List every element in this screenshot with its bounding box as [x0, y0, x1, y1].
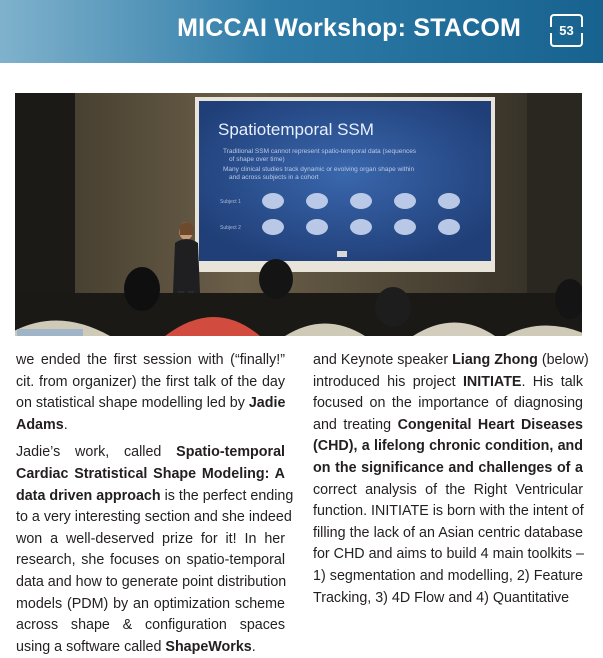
text-line: and Keynote speaker Liang Zhong (below): [313, 352, 589, 368]
page-number-badge: 53: [550, 14, 583, 47]
text-line: data and how to generate point distribution: [16, 573, 287, 590]
slide-row-label-1: Subject 1: [220, 199, 241, 205]
text-line: models (PDM) by an optimization scheme: [16, 595, 285, 612]
text-line: introduced his project INITIATE. His talk: [313, 373, 583, 390]
header-title: MICCAI Workshop: STACOM: [177, 14, 521, 42]
text-line: 1) segmentation and modelling, 2) Feature: [313, 567, 583, 584]
paragraph: [16, 350, 285, 436]
slide-logo: [337, 251, 347, 257]
slide-bullet-2: Many clinical studies track dynamic or evolving organ shape within: [223, 166, 415, 173]
text-line: Tracking, 3) 4D Flow and 4) Quantitative: [313, 589, 570, 606]
text-line: we ended the first session with (“finally!”: [16, 352, 285, 368]
text-line: on statistical shape modelling led by Jadie: [16, 395, 286, 412]
slide-title: Spatiotemporal SSM: [218, 120, 374, 139]
conference-photo-illustration: [15, 93, 582, 336]
text-line: and treating Congenital Heart Diseases: [313, 416, 583, 433]
text-line: on the significance and challenges of a: [313, 459, 583, 476]
text-line: Cardiac Stratistical Shape Modeling: A: [16, 465, 285, 482]
text-line: function. INITIATE is born with the intent of: [313, 503, 584, 520]
text-line: correct analysis of the Right Ventricular: [313, 481, 583, 498]
text-line: Jadie’s work, called Spatio-temporal: [16, 444, 285, 461]
slide-bullet-1b: of shape over time): [229, 156, 285, 163]
text-line: data driven approach is the perfect ending: [16, 487, 294, 504]
right-column: [313, 350, 589, 609]
paragraph: [16, 442, 294, 658]
paragraph: [313, 350, 589, 609]
text-line: research, she focuses on spatio-temporal: [16, 552, 285, 569]
text-line: won a well-deserved prize for it! In her: [16, 530, 285, 547]
text-line: cit. from organizer) the first talk of the day: [16, 373, 285, 390]
text-line: filling the lack of an Asian centric database: [313, 524, 583, 541]
text-line: across shape & configuration spaces: [16, 617, 285, 634]
laptop-screen: [17, 329, 83, 336]
conference-photo: [15, 93, 582, 336]
slide-row-label-2: Subject 2: [220, 225, 241, 231]
text-line: focused on the importance of diagnosing: [313, 395, 583, 412]
text-line: using a software called ShapeWorks.: [16, 638, 256, 655]
text-line: Adams.: [16, 416, 68, 433]
text-line: (CHD), a lifelong chronic condition, and: [313, 438, 583, 455]
slide-bullet-2b: and across subjects in a cohort: [229, 174, 319, 181]
text-line: for CHD and aims to build 4 main toolkits –: [313, 546, 584, 563]
left-column: [16, 350, 294, 658]
slide-bullet-1: Traditional SSM cannot represent spatio-temporal data (sequences: [223, 148, 417, 155]
text-line: to a very interesting section and she indeed: [16, 509, 292, 526]
page-header: [0, 0, 603, 63]
